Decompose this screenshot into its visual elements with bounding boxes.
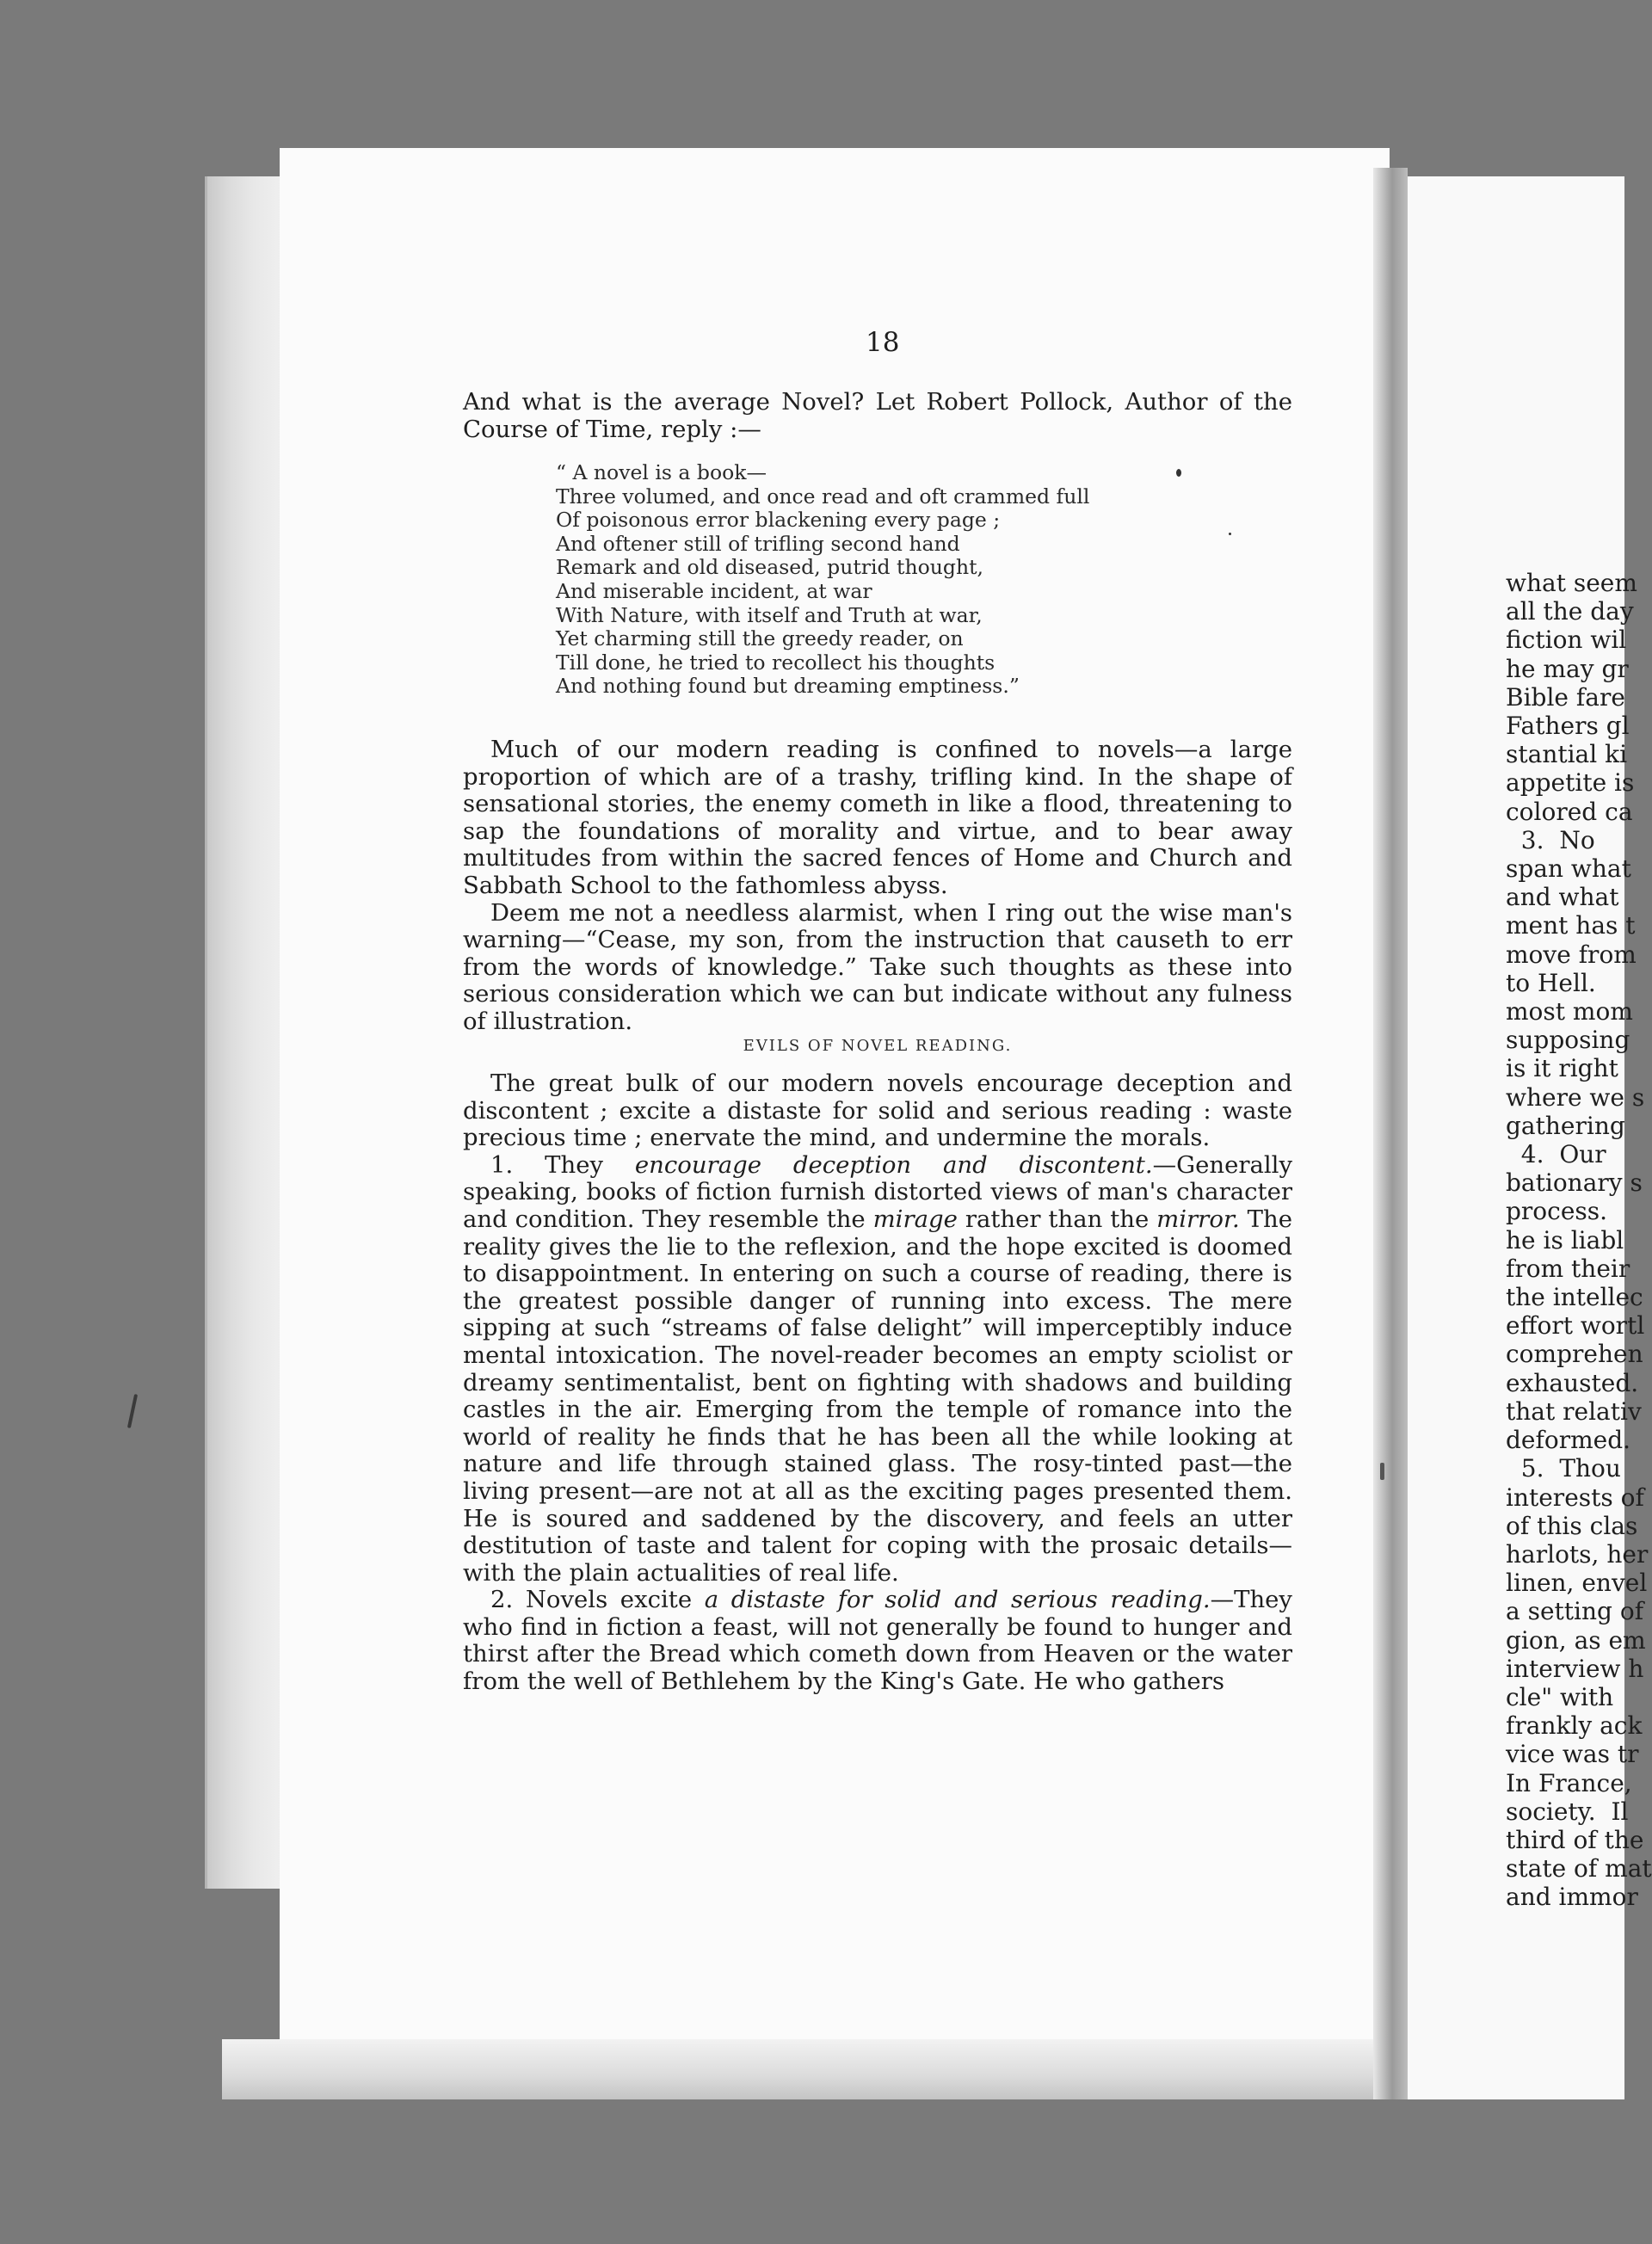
facing-line: bationary s bbox=[1506, 1168, 1643, 1198]
facing-line: gathering bbox=[1506, 1111, 1625, 1140]
point-1-text-b: rather than the bbox=[965, 1205, 1150, 1233]
facing-line: state of mat bbox=[1506, 1854, 1652, 1883]
facing-line: the intellec bbox=[1506, 1283, 1643, 1312]
poem-quote bbox=[556, 461, 1210, 699]
facing-line: and what bbox=[1506, 883, 1619, 912]
evils-section bbox=[463, 1070, 1292, 1696]
facing-line: vice was tr bbox=[1506, 1740, 1639, 1769]
point-2-lead: Novels excite bbox=[525, 1586, 693, 1614]
facing-line: and immor bbox=[1506, 1883, 1638, 1912]
poem-line: And nothing found but dreaming emptiness.” bbox=[556, 674, 1020, 699]
ink-speck bbox=[1176, 469, 1181, 477]
facing-line: interests of bbox=[1506, 1483, 1644, 1512]
facing-line: stantial ki bbox=[1506, 740, 1628, 769]
point-1-paragraph bbox=[463, 1152, 1292, 1587]
point-2-number: 2. bbox=[490, 1586, 514, 1614]
facing-line: colored ca bbox=[1506, 797, 1633, 826]
facing-line: 5. Thou bbox=[1506, 1454, 1621, 1483]
facing-line: all the day bbox=[1506, 597, 1634, 626]
dust-mark bbox=[127, 1394, 138, 1428]
facing-line: 4. Our bbox=[1506, 1140, 1606, 1169]
facing-line: most mom bbox=[1506, 997, 1633, 1026]
facing-line: he may gr bbox=[1506, 654, 1629, 683]
point-2-title: a distaste for solid and serious reading. bbox=[704, 1586, 1211, 1614]
facing-line: is it right bbox=[1506, 1054, 1618, 1083]
poem-line: With Nature, with itself and Truth at war, bbox=[556, 602, 983, 627]
facing-line: he is liabl bbox=[1506, 1225, 1624, 1255]
point-1-title: encourage deception and discontent. bbox=[634, 1150, 1153, 1179]
facing-line: cle" with bbox=[1506, 1682, 1614, 1711]
facing-line: span what bbox=[1506, 854, 1631, 884]
poem-line: Three volumed, and once read and oft crammed full bbox=[556, 484, 1090, 509]
book-gutter bbox=[1373, 168, 1408, 2099]
facing-line: frankly ack bbox=[1506, 1711, 1643, 1741]
facing-line: appetite is bbox=[1506, 768, 1635, 798]
paragraph-novels: Much of our modern reading is confined to novels—a large proportion of which are of a trashy, trifling kind. In the shape of sensational stories, the enemy cometh in like a flood, threatening to sap the foundations of morality and virtue, and to bear away multitudes from within the sacred fences of Home and Church and Sabbath School to the fathomless abyss. bbox=[463, 736, 1292, 899]
point-1-mirror: mirror. bbox=[1156, 1205, 1240, 1233]
dust-mark bbox=[1380, 1463, 1384, 1480]
intro-paragraph bbox=[463, 389, 1292, 443]
poem-line: Remark and old diseased, putrid thought, bbox=[556, 555, 983, 580]
facing-line: In France, bbox=[1506, 1768, 1632, 1797]
facing-line: process. bbox=[1506, 1197, 1608, 1226]
point-2-text: —They who find in fiction a feast, will not generally be found to hunger and thirst after the Bread which cometh down from Heaven or the water from the well of Bethlehem by the King's Gate. He who gathers bbox=[463, 1586, 1292, 1696]
facing-line: linen, envel bbox=[1506, 1569, 1648, 1598]
facing-line: where we s bbox=[1506, 1082, 1645, 1112]
facing-line: that relativ bbox=[1506, 1396, 1642, 1426]
poem-line: Yet charming still the greedy reader, on bbox=[556, 626, 964, 651]
facing-line: gion, as em bbox=[1506, 1625, 1646, 1655]
facing-line: interview h bbox=[1506, 1654, 1644, 1683]
facing-line: effort wortl bbox=[1506, 1311, 1645, 1341]
page-stack-bottom bbox=[222, 2039, 1379, 2099]
ink-speck bbox=[1229, 533, 1231, 535]
facing-line: Bible fare bbox=[1506, 682, 1625, 712]
facing-line: 3. No bbox=[1506, 825, 1595, 854]
opening-section bbox=[463, 737, 1292, 1036]
facing-line: ment has t bbox=[1506, 911, 1636, 940]
facing-page-text bbox=[1506, 569, 1652, 1912]
facing-line: exhausted. bbox=[1506, 1368, 1639, 1397]
paragraph-summary: The great bulk of our modern novels encourage deception and discontent ; excite a distaste for solid and serious reading : waste precious time ; enervate the mind, and undermine the morals. bbox=[463, 1070, 1292, 1152]
facing-line: supposing bbox=[1506, 1026, 1630, 1055]
poem-line: And miserable incident, at war bbox=[556, 578, 872, 603]
page-number: 18 bbox=[866, 327, 900, 358]
facing-line: third of the bbox=[1506, 1825, 1644, 1854]
facing-line: fiction wil bbox=[1506, 626, 1627, 655]
paragraph-warning: Deem me not a needless alarmist, when I ring out the wise man's warning—“Cease, my son, from the instruction that causeth to err from the words of knowledge.” Take such thoughts as these into serious consideration which we can but indicate without any fulness of illustration. bbox=[463, 898, 1292, 1035]
point-1-text-a: —Generally speaking, books of fiction furnish distorted views of man's character and condition. They resemble the bbox=[463, 1150, 1293, 1233]
facing-line: deformed. bbox=[1506, 1426, 1631, 1455]
point-1-mirage: mirage bbox=[872, 1205, 958, 1233]
facing-line: harlots, her bbox=[1506, 1539, 1649, 1569]
intro-text: And what is the average Novel? Let Robert Pollock, Author of the Course of Time, reply :— bbox=[463, 388, 1292, 443]
facing-line: society. Il bbox=[1506, 1797, 1629, 1826]
point-1-text-c: The reality gives the lie to the reflexion, and the hope excited is doomed to disappointment. In entering on such a course of reading, there is the greatest possible danger of running into excess. The mere sipping at such “streams of false delight” will imperceptibly induce mental intoxication. The novel-reader becomes an empty sciolist or dreamy sentimentalist, bent on fighting with shadows and building castles in the air. Emerging from the temple of romance into the world of reality he finds that he has been all the while looking at nature and life through stained glass. The rosy-tinted past—the living present—are not at all as the exciting pages presented them. He is soured and saddened by the discovery, and feels an utter destitution of taste and talent for coping with the prosaic details—with the plain actualities of real life. bbox=[463, 1205, 1292, 1587]
facing-line: a setting of bbox=[1506, 1597, 1644, 1626]
point-1-lead: They bbox=[545, 1150, 604, 1179]
facing-line: to Hell. bbox=[1506, 968, 1596, 997]
page-stack-edge bbox=[205, 176, 285, 1889]
poem-line: Of poisonous error blackening every page ; bbox=[556, 508, 1001, 533]
facing-line: Fathers gl bbox=[1506, 712, 1630, 741]
point-1-number: 1. bbox=[490, 1150, 514, 1179]
facing-line: comprehen bbox=[1506, 1340, 1643, 1369]
section-heading: EVILS OF NOVEL READING. bbox=[743, 1037, 1013, 1055]
facing-line: move from bbox=[1506, 940, 1637, 969]
facing-line: from their bbox=[1506, 1254, 1630, 1283]
poem-line: And oftener still of trifling second hand bbox=[556, 531, 960, 556]
facing-line: what seem bbox=[1506, 569, 1637, 597]
poem-line: Till done, he tried to recollect his thoughts bbox=[556, 650, 996, 675]
point-2-paragraph bbox=[463, 1587, 1292, 1695]
facing-line: of this clas bbox=[1506, 1511, 1638, 1540]
poem-line: “ A novel is a book— bbox=[556, 460, 767, 484]
right-page bbox=[1408, 176, 1652, 2099]
